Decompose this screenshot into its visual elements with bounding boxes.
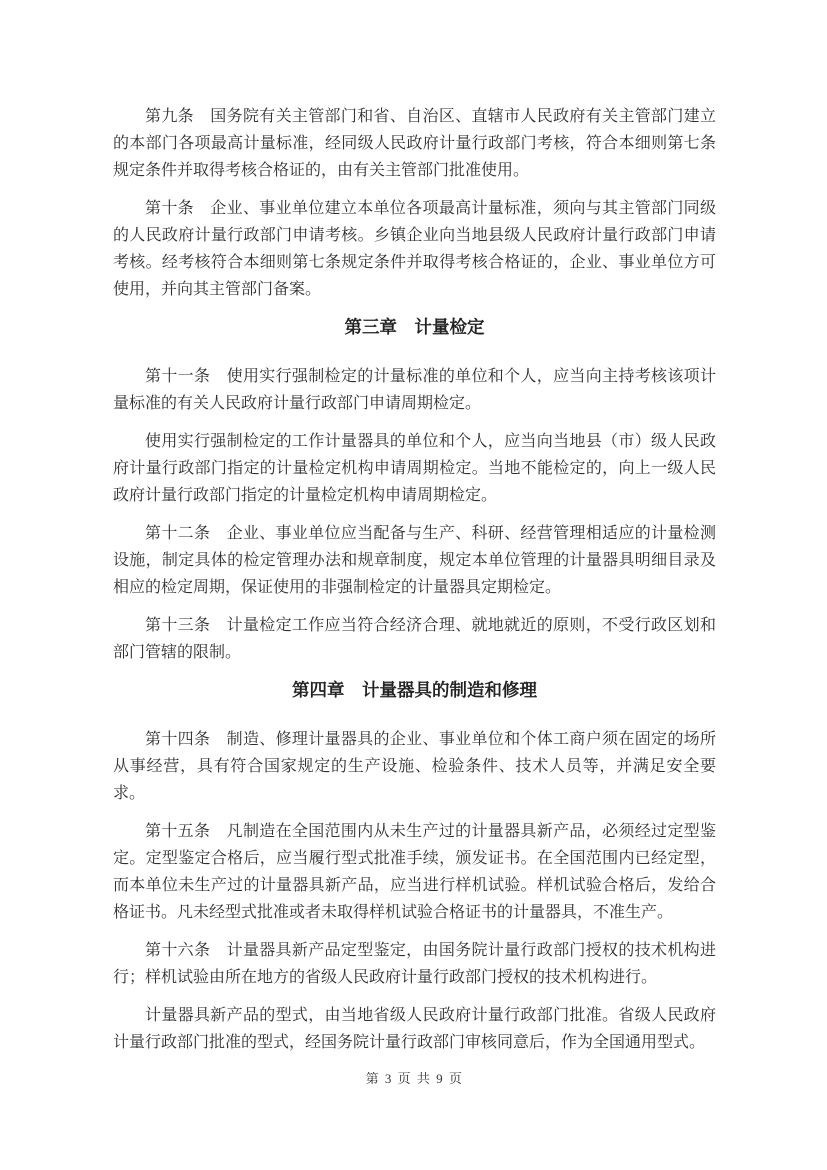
article-16: 第十六条 计量器具新产品定型鉴定，由国务院计量行政部门授权的技术机构进行；样机试验由所在地方的省级人民政府计量行政部门授权的技术机构进行。 [113, 942, 716, 986]
document-body [113, 103, 716, 1088]
article-13: 第十三条 计量检定工作应当符合经济合理、就地就近的原则，不受行政区划和部门管辖的限制。 [113, 617, 716, 661]
article-14: 第十四条 制造、修理计量器具的企业、事业单位和个体工商户须在固定的场所从事经营，具有符合国家规定的生产设施、检验条件、技术人员等，并满足安全要求。 [113, 731, 716, 802]
article-9: 第九条 国务院有关主管部门和省、自治区、直辖市人民政府有关主管部门建立的本部门各项最高计量标准，经同级人民政府计量行政部门考核，符合本细则第七条规定条件并取得考核合格证的，由有关主管部门批准使用。 [113, 108, 716, 179]
page-number-indicator: 第 3 页 共 9 页 [365, 1071, 464, 1086]
article-10: 第十条 企业、事业单位建立本单位各项最高计量标准，须向与其主管部门同级的人民政府计量行政部门申请考核。乡镇企业向当地县级人民政府计量行政部门申请考核。经考核符合本细则第七条规定条件并取得考核合格证的，企业、事业单位方可使用，并向其主管部门备案。 [113, 200, 716, 298]
article-11-continued: 使用实行强制检定的工作计量器具的单位和个人，应当向当地县（市）级人民政府计量行政部门指定的计量检定机构申请周期检定。当地不能检定的，向上一级人民政府计量行政部门指定的计量检定机构申请周期检定。 [113, 433, 716, 504]
article-12: 第十二条 企业、事业单位应当配备与生产、科研、经营管理相适应的计量检测设施，制定具体的检定管理办法和规章制度，规定本单位管理的计量器具明细目录及相应的检定周期，保证使用的非强制检定的计量器具定期检定。 [113, 525, 716, 596]
chapter-4-heading: 第四章 计量器具的制造和修理 [292, 680, 537, 700]
document-sections [113, 103, 716, 1056]
chapter-3-heading: 第三章 计量检定 [344, 317, 485, 337]
page-footer [113, 1070, 716, 1088]
article-11: 第十一条 使用实行强制检定的计量标准的单位和个人，应当向主持考核该项计量标准的有关人民政府计量行政部门申请周期检定。 [113, 368, 716, 412]
article-16-continued: 计量器具新产品的型式，由当地省级人民政府计量行政部门批准。省级人民政府计量行政部门批准的型式，经国务院计量行政部门审核同意后，作为全国通用型式。 [113, 1007, 716, 1051]
article-15: 第十五条 凡制造在全国范围内从未生产过的计量器具新产品，必须经过定型鉴定。定型鉴定合格后，应当履行型式批准手续，颁发证书。在全国范围内已经定型，而本单位未生产过的计量器具新产品，应当进行样机试验。样机试验合格后，发给合格证书。凡未经型式批准或者未取得样机试验合格证书的计量器具，不准生产。 [113, 823, 716, 921]
